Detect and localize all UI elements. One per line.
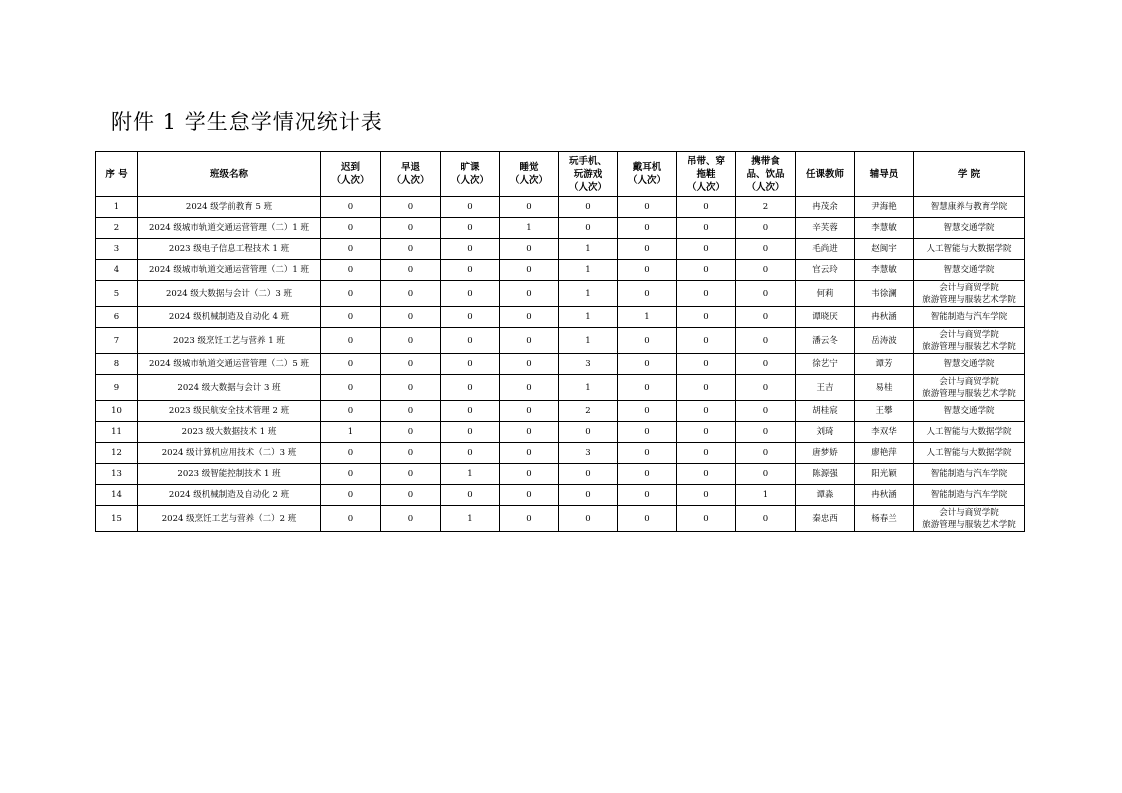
- column-header-college-line: 学 院: [957, 168, 981, 180]
- college-name: 人工智能与大数据学院: [926, 244, 1012, 254]
- cell-absent: 0: [441, 307, 500, 328]
- table-row: [96, 218, 1025, 239]
- cell-sleep: 0: [500, 375, 559, 401]
- cell-late: 0: [321, 307, 381, 328]
- college-name: 智慧交通学院: [943, 406, 995, 416]
- cell-counselor: 易桂: [855, 375, 914, 401]
- cell-early: 0: [381, 375, 441, 401]
- cell-class: 2024 级城市轨道交通运营管理（二）5 班: [138, 354, 321, 375]
- table-row: [96, 375, 1025, 401]
- table-row: [96, 401, 1025, 422]
- cell-sleep: 0: [500, 401, 559, 422]
- table-row: [96, 197, 1025, 218]
- cell-dress: 0: [677, 218, 736, 239]
- column-header-dress: [677, 152, 736, 197]
- cell-absent: 0: [441, 197, 500, 218]
- cell-dress: 0: [677, 307, 736, 328]
- cell-class: 2023 级电子信息工程技术 1 班: [138, 239, 321, 260]
- cell-counselor: 谭芳: [855, 354, 914, 375]
- cell-teacher: 冉茂余: [796, 197, 855, 218]
- cell-counselor: 李双华: [855, 422, 914, 443]
- document-title: 附件 1 学生怠学情况统计表: [111, 110, 383, 134]
- cell-college: [914, 218, 1025, 239]
- table-row: [96, 354, 1025, 375]
- cell-earphone: 0: [618, 375, 677, 401]
- cell-sleep: 0: [500, 443, 559, 464]
- cell-late: 0: [321, 485, 381, 506]
- cell-class: 2024 级大数据与会计 3 班: [138, 375, 321, 401]
- cell-late: 0: [321, 239, 381, 260]
- table-body: [96, 197, 1025, 532]
- column-header-teacher: [796, 152, 855, 197]
- cell-phone: 1: [559, 328, 618, 354]
- cell-early: 0: [381, 239, 441, 260]
- cell-seq: 13: [96, 464, 138, 485]
- cell-early: 0: [381, 354, 441, 375]
- cell-absent: 1: [441, 464, 500, 485]
- cell-food: 0: [736, 354, 796, 375]
- cell-seq: 10: [96, 401, 138, 422]
- table-row: [96, 422, 1025, 443]
- college-name: 旅游管理与服装艺术学院: [922, 294, 1016, 305]
- cell-phone: 1: [559, 307, 618, 328]
- cell-sleep: 0: [500, 239, 559, 260]
- cell-late: 0: [321, 218, 381, 239]
- column-header-seq-line: 序 号: [105, 168, 128, 180]
- cell-early: 0: [381, 260, 441, 281]
- cell-class: 2023 级烹饪工艺与营养 1 班: [138, 328, 321, 354]
- cell-absent: 0: [441, 485, 500, 506]
- cell-food: 0: [736, 464, 796, 485]
- cell-counselor: 李慧敏: [855, 218, 914, 239]
- column-header-absent-line: （人次）: [450, 175, 489, 186]
- college-name: 旅游管理与服装艺术学院: [922, 341, 1016, 352]
- column-header-early-line: 早退: [400, 162, 420, 173]
- cell-absent: 0: [441, 443, 500, 464]
- cell-late: 0: [321, 354, 381, 375]
- cell-seq: 1: [96, 197, 138, 218]
- cell-sleep: 0: [500, 354, 559, 375]
- column-header-class-line: 班级名称: [209, 168, 248, 180]
- cell-earphone: 0: [618, 260, 677, 281]
- cell-teacher: 秦忠西: [796, 506, 855, 532]
- cell-food: 0: [736, 307, 796, 328]
- column-header-sleep: [500, 152, 559, 197]
- cell-dress: 0: [677, 443, 736, 464]
- column-header-early-line: （人次）: [391, 175, 430, 186]
- cell-dress: 0: [677, 281, 736, 307]
- column-header-late-line: 迟到: [340, 162, 360, 173]
- college-name: 人工智能与大数据学院: [926, 448, 1012, 458]
- cell-counselor: 冉秋涵: [855, 307, 914, 328]
- cell-seq: 14: [96, 485, 138, 506]
- cell-early: 0: [381, 328, 441, 354]
- college-name: 智能制造与汽车学院: [930, 469, 1008, 479]
- cell-phone: 3: [559, 354, 618, 375]
- cell-late: 0: [321, 443, 381, 464]
- cell-late: 0: [321, 401, 381, 422]
- cell-teacher: 唐梦娇: [796, 443, 855, 464]
- column-header-phone-line: （人次）: [568, 181, 607, 193]
- college-name: 会计与商贸学院: [939, 329, 999, 340]
- cell-teacher: 陈源强: [796, 464, 855, 485]
- cell-food: 0: [736, 401, 796, 422]
- cell-late: 0: [321, 197, 381, 218]
- college-name: 会计与商贸学院: [939, 282, 999, 293]
- college-name: 智慧交通学院: [943, 223, 995, 233]
- column-header-food-line: 携带食: [751, 155, 780, 167]
- column-header-class: [138, 152, 321, 197]
- column-header-counselor-line: 辅导员: [869, 168, 899, 180]
- cell-class: 2024 级学前教育 5 班: [138, 197, 321, 218]
- cell-sleep: 0: [500, 485, 559, 506]
- cell-food: 0: [736, 239, 796, 260]
- cell-class: 2023 级大数据技术 1 班: [138, 422, 321, 443]
- cell-college: [914, 328, 1025, 354]
- cell-counselor: 杨春兰: [855, 506, 914, 532]
- cell-seq: 6: [96, 307, 138, 328]
- cell-teacher: 徐艺宁: [796, 354, 855, 375]
- cell-class: 2024 级城市轨道交通运营管理（二）1 班: [138, 260, 321, 281]
- column-header-counselor: [855, 152, 914, 197]
- column-header-teacher-line: 任课教师: [805, 168, 844, 180]
- cell-teacher: 谭淼: [796, 485, 855, 506]
- table-row: [96, 239, 1025, 260]
- cell-early: 0: [381, 218, 441, 239]
- cell-counselor: 尹海艳: [855, 197, 914, 218]
- cell-dress: 0: [677, 422, 736, 443]
- cell-class: 2024 级机械制造及自动化 2 班: [138, 485, 321, 506]
- cell-teacher: 何莉: [796, 281, 855, 307]
- cell-sleep: 0: [500, 307, 559, 328]
- cell-absent: 1: [441, 506, 500, 532]
- college-name: 旅游管理与服装艺术学院: [922, 388, 1016, 399]
- cell-earphone: 0: [618, 422, 677, 443]
- cell-absent: 0: [441, 422, 500, 443]
- cell-sleep: 0: [500, 281, 559, 307]
- column-header-dress-line: 拖鞋: [696, 168, 716, 180]
- cell-phone: 0: [559, 464, 618, 485]
- cell-college: [914, 354, 1025, 375]
- cell-dress: 0: [677, 354, 736, 375]
- table-row: [96, 506, 1025, 532]
- column-header-late: [321, 152, 381, 197]
- column-header-earphone: [618, 152, 677, 197]
- cell-food: 2: [736, 197, 796, 218]
- cell-phone: 0: [559, 506, 618, 532]
- column-header-earphone-line: （人次）: [627, 175, 666, 186]
- cell-dress: 0: [677, 328, 736, 354]
- cell-teacher: 谭晓厌: [796, 307, 855, 328]
- cell-seq: 8: [96, 354, 138, 375]
- cell-food: 0: [736, 506, 796, 532]
- cell-class: 2024 级机械制造及自动化 4 班: [138, 307, 321, 328]
- cell-early: 0: [381, 485, 441, 506]
- cell-dress: 0: [677, 375, 736, 401]
- cell-early: 0: [381, 401, 441, 422]
- cell-absent: 0: [441, 218, 500, 239]
- column-header-food: [736, 152, 796, 197]
- column-header-phone-line: 玩游戏: [573, 168, 603, 180]
- cell-food: 0: [736, 375, 796, 401]
- cell-class: 2024 级城市轨道交通运营管理（二）1 班: [138, 218, 321, 239]
- cell-food: 1: [736, 485, 796, 506]
- cell-sleep: 0: [500, 328, 559, 354]
- cell-early: 0: [381, 281, 441, 307]
- cell-absent: 0: [441, 239, 500, 260]
- table-header-row: [96, 152, 1025, 197]
- cell-earphone: 0: [618, 485, 677, 506]
- cell-seq: 15: [96, 506, 138, 532]
- college-name: 会计与商贸学院: [939, 507, 999, 518]
- cell-teacher: 潘云冬: [796, 328, 855, 354]
- column-header-dress-line: 吊带、穿: [686, 155, 725, 167]
- cell-sleep: 0: [500, 197, 559, 218]
- column-header-college: [914, 152, 1025, 197]
- cell-sleep: 1: [500, 218, 559, 239]
- cell-food: 0: [736, 260, 796, 281]
- cell-college: [914, 239, 1025, 260]
- column-header-sleep-line: （人次）: [509, 175, 548, 186]
- cell-phone: 1: [559, 239, 618, 260]
- cell-seq: 9: [96, 375, 138, 401]
- college-name: 智慧交通学院: [943, 265, 995, 275]
- cell-early: 0: [381, 307, 441, 328]
- cell-seq: 12: [96, 443, 138, 464]
- cell-teacher: 官云玲: [796, 260, 855, 281]
- cell-teacher: 毛尚进: [796, 239, 855, 260]
- cell-counselor: 王攀: [855, 401, 914, 422]
- cell-seq: 5: [96, 281, 138, 307]
- cell-teacher: 胡桂宸: [796, 401, 855, 422]
- cell-earphone: 1: [618, 307, 677, 328]
- cell-counselor: 廖艳萍: [855, 443, 914, 464]
- column-header-phone: [559, 152, 618, 197]
- cell-college: [914, 506, 1025, 532]
- cell-dress: 0: [677, 485, 736, 506]
- cell-class: 2024 级大数据与会计（二）3 班: [138, 281, 321, 307]
- cell-college: [914, 281, 1025, 307]
- cell-absent: 0: [441, 401, 500, 422]
- cell-food: 0: [736, 281, 796, 307]
- cell-teacher: 刘琦: [796, 422, 855, 443]
- cell-sleep: 0: [500, 506, 559, 532]
- cell-class: 2024 级烹饪工艺与营养（二）2 班: [138, 506, 321, 532]
- cell-food: 0: [736, 328, 796, 354]
- cell-earphone: 0: [618, 506, 677, 532]
- cell-college: [914, 260, 1025, 281]
- cell-earphone: 0: [618, 401, 677, 422]
- cell-counselor: 岳涛波: [855, 328, 914, 354]
- cell-early: 0: [381, 422, 441, 443]
- cell-counselor: 阳光颖: [855, 464, 914, 485]
- cell-earphone: 0: [618, 464, 677, 485]
- cell-seq: 2: [96, 218, 138, 239]
- cell-earphone: 0: [618, 328, 677, 354]
- college-name: 智能制造与汽车学院: [930, 312, 1008, 322]
- cell-counselor: 冉秋涵: [855, 485, 914, 506]
- college-name: 会计与商贸学院: [939, 376, 999, 387]
- cell-college: [914, 307, 1025, 328]
- table-row: [96, 260, 1025, 281]
- cell-college: [914, 464, 1025, 485]
- cell-food: 0: [736, 422, 796, 443]
- cell-phone: 1: [559, 281, 618, 307]
- cell-seq: 3: [96, 239, 138, 260]
- cell-early: 0: [381, 464, 441, 485]
- cell-phone: 0: [559, 422, 618, 443]
- cell-early: 0: [381, 506, 441, 532]
- cell-early: 0: [381, 197, 441, 218]
- college-name: 人工智能与大数据学院: [926, 427, 1012, 437]
- cell-seq: 4: [96, 260, 138, 281]
- cell-late: 0: [321, 464, 381, 485]
- cell-late: 0: [321, 506, 381, 532]
- cell-college: [914, 422, 1025, 443]
- cell-dress: 0: [677, 506, 736, 532]
- column-header-early: [381, 152, 441, 197]
- cell-sleep: 0: [500, 422, 559, 443]
- cell-class: 2023 级民航安全技术管理 2 班: [138, 401, 321, 422]
- column-header-food-line: （人次）: [746, 181, 785, 193]
- table-row: [96, 307, 1025, 328]
- column-header-food-line: 品、饮品: [746, 168, 785, 180]
- cell-absent: 0: [441, 281, 500, 307]
- cell-earphone: 0: [618, 281, 677, 307]
- column-header-dress-line: （人次）: [686, 181, 725, 193]
- cell-food: 0: [736, 218, 796, 239]
- cell-phone: 2: [559, 401, 618, 422]
- cell-earphone: 0: [618, 443, 677, 464]
- cell-phone: 3: [559, 443, 618, 464]
- cell-late: 0: [321, 281, 381, 307]
- cell-counselor: 李慧敏: [855, 260, 914, 281]
- truancy-statistics-table: [95, 151, 1025, 532]
- cell-seq: 11: [96, 422, 138, 443]
- cell-teacher: 王吉: [796, 375, 855, 401]
- cell-class: 2024 级计算机应用技术（二）3 班: [138, 443, 321, 464]
- college-name: 智慧交通学院: [943, 359, 995, 369]
- column-header-late-line: （人次）: [331, 175, 370, 186]
- cell-absent: 0: [441, 260, 500, 281]
- cell-food: 0: [736, 443, 796, 464]
- cell-absent: 0: [441, 375, 500, 401]
- cell-sleep: 0: [500, 464, 559, 485]
- column-header-sleep-line: 睡觉: [519, 162, 539, 173]
- column-header-absent-line: 旷课: [460, 162, 480, 173]
- college-name: 智能制造与汽车学院: [930, 490, 1008, 500]
- college-name: 智慧康养与教育学院: [930, 202, 1008, 212]
- cell-late: 0: [321, 375, 381, 401]
- cell-late: 0: [321, 260, 381, 281]
- cell-late: 0: [321, 328, 381, 354]
- cell-teacher: 辛芙蓉: [796, 218, 855, 239]
- college-name: 旅游管理与服装艺术学院: [922, 519, 1016, 530]
- column-header-absent: [441, 152, 500, 197]
- cell-sleep: 0: [500, 260, 559, 281]
- cell-college: [914, 401, 1025, 422]
- cell-college: [914, 485, 1025, 506]
- cell-earphone: 0: [618, 239, 677, 260]
- cell-dress: 0: [677, 197, 736, 218]
- cell-phone: 0: [559, 218, 618, 239]
- table-row: [96, 328, 1025, 354]
- cell-absent: 0: [441, 354, 500, 375]
- column-header-seq: [96, 152, 138, 197]
- column-header-earphone-line: 戴耳机: [632, 162, 662, 173]
- cell-absent: 0: [441, 328, 500, 354]
- table-row: [96, 443, 1025, 464]
- cell-dress: 0: [677, 260, 736, 281]
- cell-dress: 0: [677, 401, 736, 422]
- cell-early: 0: [381, 443, 441, 464]
- table-row: [96, 281, 1025, 307]
- cell-college: [914, 197, 1025, 218]
- cell-dress: 0: [677, 464, 736, 485]
- cell-counselor: 赵闽宇: [855, 239, 914, 260]
- column-header-phone-line: 玩手机、: [568, 155, 607, 167]
- cell-phone: 0: [559, 197, 618, 218]
- table-row: [96, 464, 1025, 485]
- cell-phone: 1: [559, 375, 618, 401]
- cell-phone: 0: [559, 485, 618, 506]
- cell-earphone: 0: [618, 197, 677, 218]
- cell-class: 2023 级智能控制技术 1 班: [138, 464, 321, 485]
- cell-late: 1: [321, 422, 381, 443]
- cell-earphone: 0: [618, 218, 677, 239]
- cell-dress: 0: [677, 239, 736, 260]
- cell-seq: 7: [96, 328, 138, 354]
- cell-earphone: 0: [618, 354, 677, 375]
- cell-college: [914, 375, 1025, 401]
- table-row: [96, 485, 1025, 506]
- cell-counselor: 韦徐澜: [855, 281, 914, 307]
- cell-phone: 1: [559, 260, 618, 281]
- cell-college: [914, 443, 1025, 464]
